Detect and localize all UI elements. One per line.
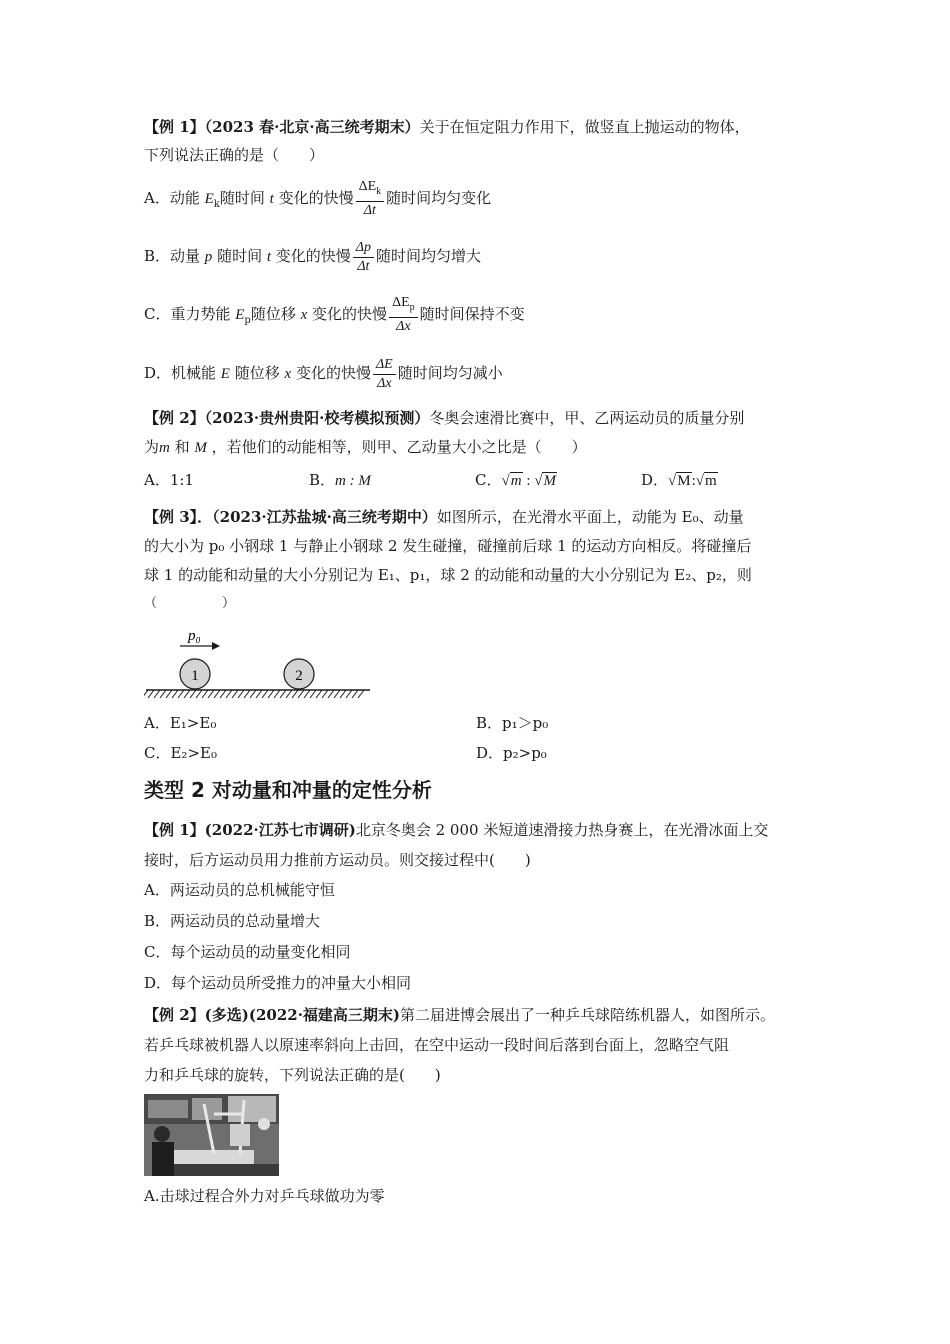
hatch-mark — [358, 690, 364, 698]
hatch-mark — [262, 690, 268, 698]
hatch-mark — [250, 690, 256, 698]
hatch-mark — [346, 690, 352, 698]
hatch-mark — [340, 690, 346, 698]
hatch-mark — [334, 690, 340, 698]
hatch-mark — [172, 690, 178, 698]
ex3-stem-line4: （ ） — [144, 596, 236, 611]
ex3-source: （2023·江苏盐城·高三统考期中） — [212, 508, 437, 526]
ex1-option-d[interactable]: D．机械能 E 随位移 x 变化的快慢 $\frac{\Delta E}{\Delta x}$ 随时间均匀减小 — [144, 356, 503, 391]
ex2-option-a[interactable]: A．1:1 — [144, 471, 194, 489]
ex5-stem-line2: 若乒乓球被机器人以原速率斜向上击回，在空中运动一段时间后落到台面上，忽略空气阻 — [144, 1036, 730, 1054]
ex1-stem1: 关于在恒定阻力作用下，做竖直上抛运动的物体， — [419, 118, 750, 136]
ex3-option-c[interactable]: C．E₂>E₀ — [144, 744, 217, 762]
ex3-stem-line1: 【例 3】．（2023·江苏盐城·高三统考期中）如图所示，在光滑水平面上，动能为 E₀、动量 — [144, 508, 744, 526]
ex5-option-a[interactable]: A.击球过程合外力对乒乓球做功为零 — [144, 1187, 385, 1205]
ex5-stem-line1: 【例 2】(多选)(2022·福建高三期末)第二届进博会展出了一种乒乓球陪练机器人，如图所示。 — [144, 1006, 776, 1024]
hatch-mark — [190, 690, 196, 698]
hatch-mark — [298, 690, 304, 698]
hatch-mark — [292, 690, 298, 698]
ground-hatching — [144, 690, 364, 698]
hatch-mark — [316, 690, 322, 698]
ex1-option-a[interactable]: A．动能 $E_k$随时间 t 变化的快慢 $\frac{\Delta E_k}{\Delta t}$ 随时间均匀变化 — [144, 179, 492, 218]
ex1-a-fraction: $\frac{\Delta E_k}{\Delta t}$ — [356, 178, 385, 220]
ex1-option-c[interactable]: C．重力势能 $E_p$随位移 x 变化的快慢 $\frac{\Delta E_p}{\Delta x}$ 随时间保持不变 — [144, 295, 525, 334]
ex4-option-a[interactable]: A．两运动员的总机械能守恒 — [144, 881, 335, 899]
hatch-mark — [226, 690, 232, 698]
ex3-option-a[interactable]: A．E₁>E₀ — [144, 714, 217, 732]
ex5-stem-line3: 力和乒乓球的旋转，下列说法正确的是( ) — [144, 1066, 441, 1084]
hatch-mark — [244, 690, 250, 698]
ex4-tag: 【例 1】 — [144, 821, 205, 839]
ex2-option-d[interactable]: D．√M:√m — [641, 471, 717, 489]
arrow-head-icon — [212, 642, 220, 650]
momentum-label: p₀ — [188, 628, 201, 644]
hatch-mark — [352, 690, 358, 698]
ex1-stem-line2: 下列说法正确的是（ ） — [144, 146, 325, 164]
ex3-stem-line3: 球 1 的动能和动量的大小分别记为 E₁、p₁，球 2 的动能和动量的大小分别记为 E₂、p₂，则 — [144, 566, 752, 584]
ex1-source: （2023 春·北京·高三统考期末） — [204, 118, 420, 136]
hatch-mark — [160, 690, 166, 698]
ex2-option-c[interactable]: C．√m : √M — [475, 471, 556, 489]
ex3-option-d[interactable]: D．p₂>p₀ — [476, 744, 547, 762]
hatch-mark — [304, 690, 310, 698]
ex2-stem-line1: 【例 2】（2023·贵州贵阳·校考模拟预测）冬奥会速滑比赛中，甲、乙两运动员的质量分别 — [144, 409, 745, 427]
hatch-mark — [178, 690, 184, 698]
ex1-option-b[interactable]: B．动量 p 随时间 t 变化的快慢 $\frac{\Delta p}{\Delta t}$ 随时间均匀增大 — [144, 239, 482, 274]
hatch-mark — [232, 690, 238, 698]
ball-1-label: 1 — [191, 668, 199, 684]
ex2-stem-line2: 为m 和 M ，若他们的动能相等，则甲、乙动量大小之比是（ ） — [144, 438, 587, 456]
ex1-d-fraction: $\frac{\Delta E}{\Delta x}$ — [373, 356, 396, 393]
hatch-mark — [238, 690, 244, 698]
hatch-mark — [154, 690, 160, 698]
hatch-mark — [256, 690, 262, 698]
hatch-mark — [280, 690, 286, 698]
hatch-mark — [148, 690, 154, 698]
ex2-option-b[interactable]: B．m : M — [309, 471, 371, 489]
collision-figure — [144, 622, 374, 702]
ball-2-label: 2 — [295, 668, 303, 684]
ex5-source: (多选)(2022·福建高三期末) — [204, 1006, 401, 1024]
robot-photo — [144, 1094, 279, 1176]
ex4-stem-line1: 【例 1】(2022·江苏七市调研)北京冬奥会 2 000 米短道速滑接力热身赛上，在光滑冰面上交 — [144, 821, 769, 839]
hatch-mark — [328, 690, 334, 698]
ex2-tag: 【例 2】 — [144, 409, 205, 427]
ex3-option-b[interactable]: B．p₁＞p₀ — [476, 714, 549, 732]
ex5-tag: 【例 2】 — [144, 1006, 205, 1024]
hatch-mark — [214, 690, 220, 698]
hatch-mark — [202, 690, 208, 698]
ex1-c-fraction: $\frac{\Delta E_p}{\Delta x}$ — [389, 294, 418, 336]
ex1-stem-line1 — [144, 116, 750, 138]
ex4-option-c[interactable]: C．每个运动员的动量变化相同 — [144, 943, 351, 961]
hatch-mark — [166, 690, 172, 698]
hatch-mark — [144, 690, 148, 698]
hatch-mark — [196, 690, 202, 698]
hatch-mark — [286, 690, 292, 698]
hatch-mark — [208, 690, 214, 698]
ex2-source: （2023·贵州贵阳·校考模拟预测） — [204, 409, 430, 427]
ex4-option-d[interactable]: D．每个运动员所受推力的冲量大小相同 — [144, 974, 412, 992]
ex1-b-fraction: $\frac{\Delta p}{\Delta t}$ — [353, 239, 374, 276]
ex4-source: (2022·江苏七市调研) — [204, 821, 356, 839]
hatch-mark — [268, 690, 274, 698]
section-title: 类型 2 对动量和冲量的定性分析 — [144, 778, 432, 802]
hatch-mark — [184, 690, 190, 698]
ex3-stem-line2: 的大小为 p₀ 小钢球 1 与静止小钢球 2 发生碰撞，碰撞前后球 1 的运动方向相反。将碰撞后 — [144, 537, 752, 555]
ex1-tag: 【例 1】 — [144, 118, 205, 136]
hatch-mark — [322, 690, 328, 698]
hatch-mark — [274, 690, 280, 698]
ex3-tag: 【例 3】． — [144, 508, 213, 526]
ex4-stem-line2: 接时，后方运动员用力推前方运动员。则交接过程中( ) — [144, 851, 531, 869]
hatch-mark — [220, 690, 226, 698]
hatch-mark — [310, 690, 316, 698]
ex4-option-b[interactable]: B．两运动员的总动量增大 — [144, 912, 321, 930]
